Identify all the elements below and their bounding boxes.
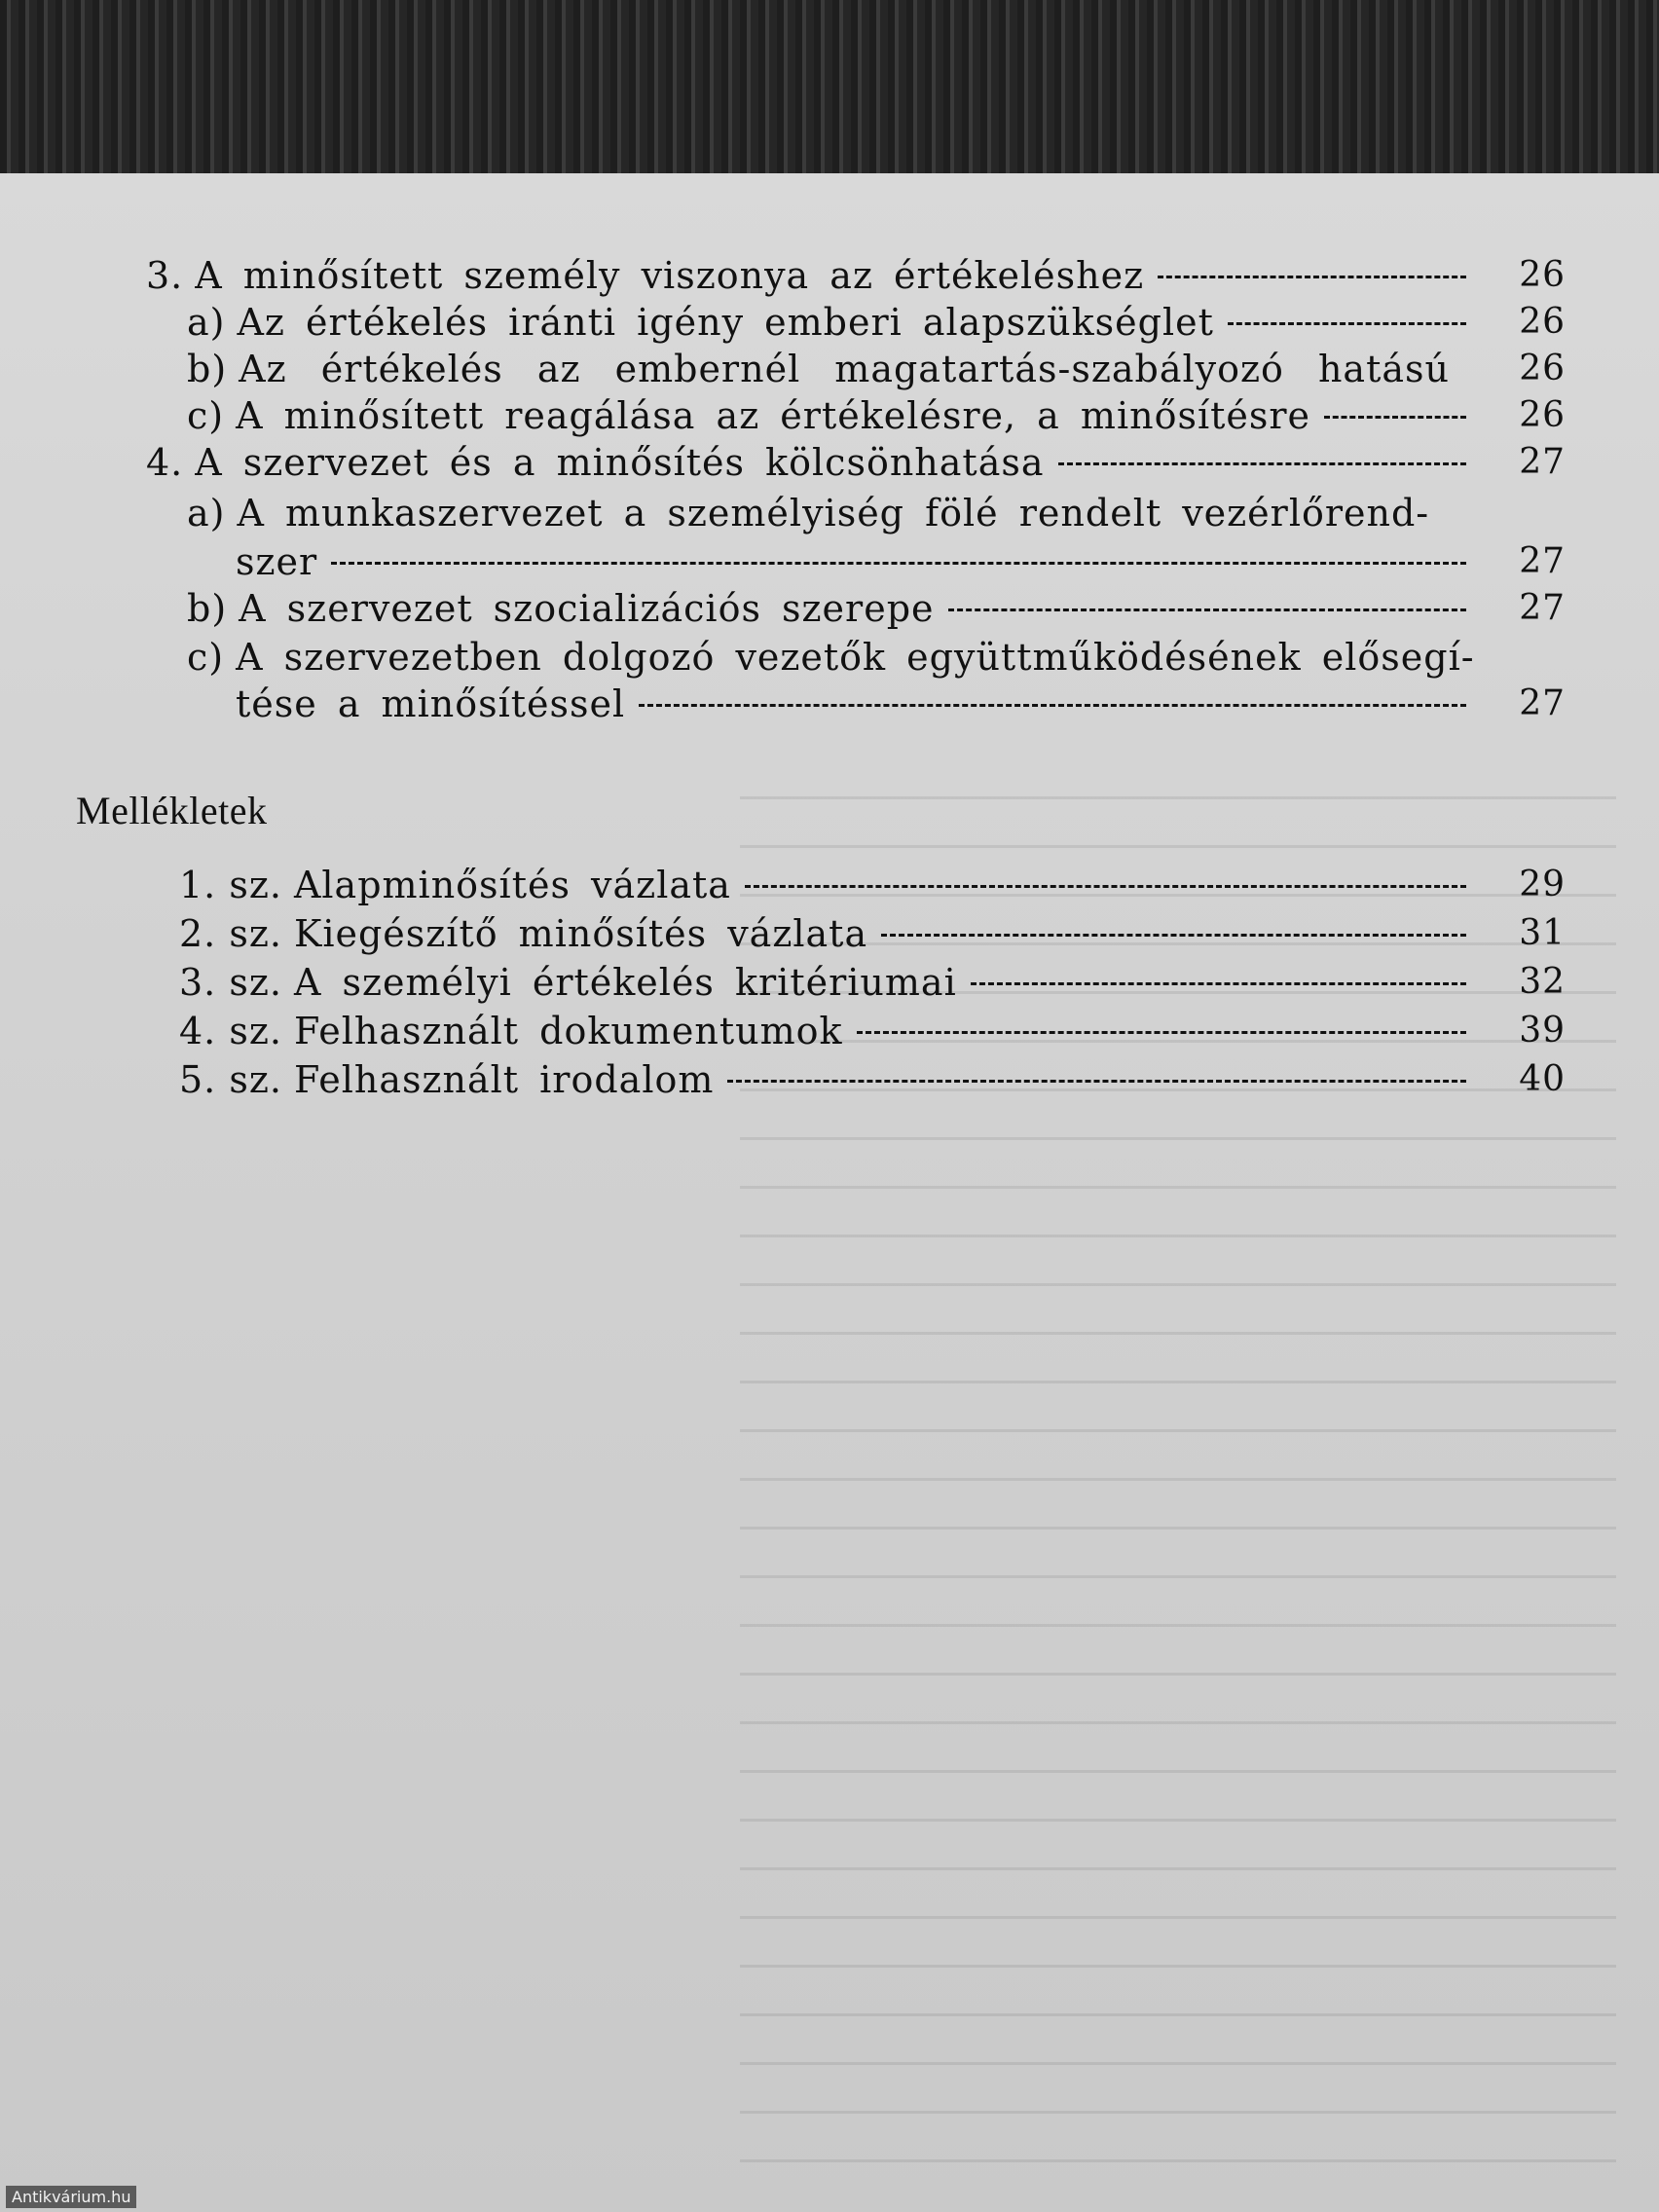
toc-entry-title: A minősített reagálása az értékelésre, a minősítésre [236,394,1311,437]
toc-entry-number: c) [187,636,225,679]
toc-leader [727,1080,1466,1083]
toc-entry [187,584,1566,633]
toc-leader [639,704,1466,707]
appendix-entry [179,1007,1566,1055]
toc-entry-title: Az értékelés az embernél magatartás-szabályozó hatású [239,348,1450,390]
watermark: Antikvárium.hu [6,2186,136,2208]
appendix-number: 2. sz. [179,912,282,955]
toc-page-number: 27 [1519,588,1566,628]
toc-entry-number: a) [187,492,226,535]
appendix-number: 5. sz. [179,1058,282,1101]
toc-page-number: 32 [1519,962,1566,1002]
toc-entry [236,537,1566,586]
toc-entry [187,345,1566,393]
appendix-entry [179,1055,1566,1104]
appendix-entry [179,909,1566,958]
toc-entry [187,391,1566,440]
toc-entry-title: Az értékelés iránti igény emberi alapszükséglet [237,301,1214,344]
appendix-entry [179,861,1566,909]
toc-entry-title: A szervezet és a minősítés kölcsönhatása [195,441,1045,484]
appendix-heading: Mellékletek [76,789,268,832]
toc-page-number: 27 [1519,442,1566,482]
toc-leader [881,934,1466,937]
toc-leader [1324,416,1466,419]
toc-entry-title: A szervezetben dolgozó vezetők együttműködésének elősegí- [236,636,1475,679]
toc-leader [1228,322,1466,325]
toc-leader [1058,462,1466,465]
toc-entry-number: c) [187,394,225,437]
toc-page-number: 27 [1519,683,1566,723]
toc-entry-number: b) [187,587,228,630]
toc-page-number: 26 [1519,302,1566,342]
appendix-title: A személyi értékelés kritériumai [293,961,957,1004]
toc-entry-title: tése a minősítéssel [236,682,626,725]
toc-entry-number: 3. [146,254,184,297]
toc-entry [236,680,1566,728]
toc-page-number: 27 [1519,541,1566,581]
toc-page-number: 40 [1519,1059,1566,1099]
toc-entry-title: szer [236,540,318,583]
toc-leader [745,885,1466,888]
toc-entry-number: a) [187,301,226,344]
toc-page-number: 31 [1519,913,1566,953]
toc-page-number: 39 [1519,1011,1566,1051]
top-strip [0,0,1659,173]
toc-leader [1158,276,1466,278]
appendix-title: Kiegészítő minősítés vázlata [293,912,868,955]
toc-page-number: 29 [1519,865,1566,904]
toc-leader [331,562,1466,565]
toc-entry-title: A minősített személy viszonya az értékeléshez [195,254,1145,297]
toc-entry [146,251,1566,300]
toc-entry-title: A szervezet szocializációs szerepe [239,587,935,630]
appendix-number: 4. sz. [179,1010,282,1052]
toc-leader [857,1031,1466,1034]
appendix-title: Felhasznált dokumentumok [293,1010,843,1052]
appendix-number: 3. sz. [179,961,282,1004]
appendix-title: Felhasznált irodalom [293,1058,715,1101]
toc-page-number: 26 [1519,395,1566,435]
toc-entry [187,633,1480,682]
toc-entry [187,298,1566,347]
appendix-entry [179,958,1566,1007]
appendix-number: 1. sz. [179,864,282,906]
toc-leader [948,608,1466,611]
toc-entry-number: b) [187,348,228,390]
toc-page-number: 26 [1519,255,1566,295]
toc-entry-number: 4. [146,441,184,484]
toc-entry [187,489,1480,537]
toc-entry [146,438,1566,487]
toc-entry-title: A munkaszervezet a személyiség fölé rendelt vezérlőrend- [237,492,1430,535]
appendix-title: Alapminősítés vázlata [293,864,731,906]
document-page [0,173,1659,2212]
toc-leader [971,982,1466,985]
toc-page-number: 26 [1519,349,1566,388]
